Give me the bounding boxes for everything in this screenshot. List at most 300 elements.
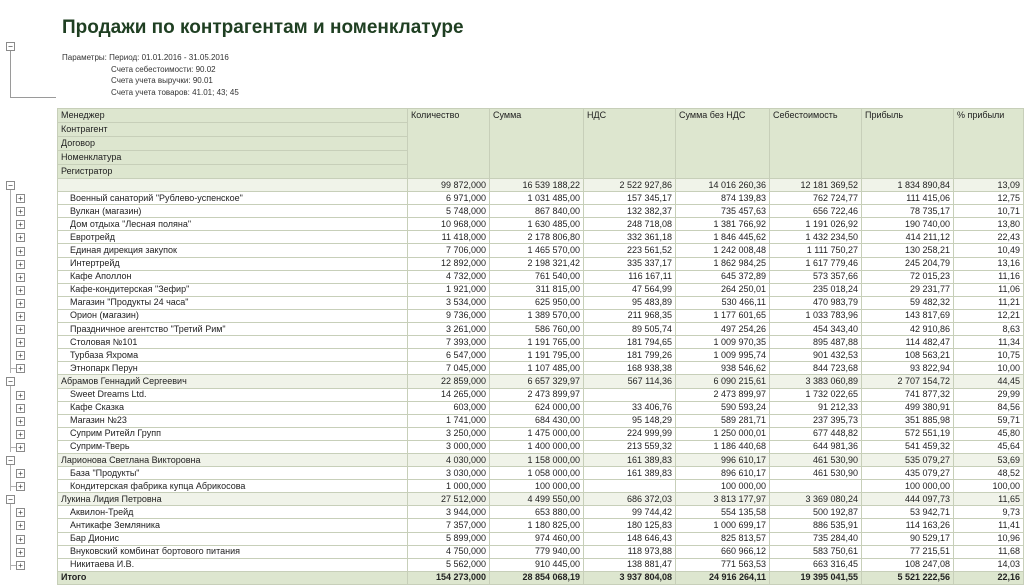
value-cell: 44,45 — [954, 375, 1024, 388]
param-period: Параметры: Период: 01.01.2016 - 31.05.2016 — [62, 53, 229, 62]
value-cell: 223 561,52 — [584, 244, 676, 257]
row-label: Кондитерская фабрика купца Абрикосова — [58, 480, 408, 493]
column-header[interactable]: НДС — [584, 109, 676, 179]
value-cell: 625 950,00 — [490, 296, 584, 309]
table-row[interactable] — [58, 257, 1024, 270]
value-cell: 2 522 927,86 — [584, 179, 676, 192]
value-cell: 89 505,74 — [584, 323, 676, 336]
column-header[interactable]: % прибыли — [954, 109, 1024, 179]
value-cell: 11,41 — [954, 519, 1024, 532]
collapse-group-button[interactable]: − — [6, 456, 15, 465]
value-cell: 5 562,000 — [408, 558, 490, 571]
table-row[interactable] — [58, 283, 1024, 296]
expand-row-button[interactable]: + — [16, 247, 25, 256]
value-cell: 114 163,26 — [862, 519, 954, 532]
value-cell: 1 617 779,46 — [770, 257, 862, 270]
tree-branch-line — [10, 465, 11, 491]
expand-row-button[interactable]: + — [16, 286, 25, 295]
value-cell: 910 445,00 — [490, 558, 584, 571]
value-cell: 180 125,83 — [584, 519, 676, 532]
table-row[interactable] — [58, 205, 1024, 218]
value-cell: 111 415,06 — [862, 192, 954, 205]
value-cell: 645 372,89 — [676, 270, 770, 283]
row-label: Внуковский комбинат бортового питания — [58, 545, 408, 558]
value-cell: 3 369 080,24 — [770, 493, 862, 506]
value-cell: 22,43 — [954, 231, 1024, 244]
value-cell: 10 968,000 — [408, 218, 490, 231]
value-cell: 245 204,79 — [862, 257, 954, 270]
table-row[interactable] — [58, 362, 1024, 375]
group-header-cell: Номенклатура — [58, 151, 408, 165]
row-label: Дом отдыха "Лесная поляна" — [58, 218, 408, 231]
row-label: Евротрейд — [58, 231, 408, 244]
value-cell: 28 854 068,19 — [490, 571, 584, 584]
value-cell: 224 999,99 — [584, 427, 676, 440]
table-row[interactable] — [58, 467, 1024, 480]
value-cell: 13,09 — [954, 179, 1024, 192]
value-cell: 311 815,00 — [490, 283, 584, 296]
value-cell: 19 395 041,55 — [770, 571, 862, 584]
value-cell: 132 382,37 — [584, 205, 676, 218]
value-cell: 1 191 026,92 — [770, 218, 862, 231]
value-cell: 11,65 — [954, 493, 1024, 506]
value-cell: 48,52 — [954, 467, 1024, 480]
value-cell: 1 191 765,00 — [490, 336, 584, 349]
value-cell: 825 813,57 — [676, 532, 770, 545]
group-header-cell: Договор — [58, 137, 408, 151]
expand-row-button[interactable]: + — [16, 417, 25, 426]
row-label — [58, 179, 408, 192]
row-label: Бар Дионис — [58, 532, 408, 545]
table-row[interactable] — [58, 506, 1024, 519]
table-row[interactable] — [58, 388, 1024, 401]
value-cell: 1 000,000 — [408, 480, 490, 493]
row-label: Кафе Сказка — [58, 401, 408, 414]
value-cell: 541 459,32 — [862, 440, 954, 453]
value-cell: 656 722,46 — [770, 205, 862, 218]
value-cell: 7 357,000 — [408, 519, 490, 532]
value-cell: 660 966,12 — [676, 545, 770, 558]
value-cell: 1 862 984,25 — [676, 257, 770, 270]
value-cell: 3 383 060,89 — [770, 375, 862, 388]
expand-row-button[interactable]: + — [16, 521, 25, 530]
value-cell: 9 736,000 — [408, 309, 490, 322]
value-cell: 95 148,29 — [584, 414, 676, 427]
value-cell: 2 473 899,97 — [676, 388, 770, 401]
table-row[interactable] — [58, 270, 1024, 283]
value-cell: 14 016 260,36 — [676, 179, 770, 192]
value-cell: 974 460,00 — [490, 532, 584, 545]
value-cell: 11,34 — [954, 336, 1024, 349]
value-cell: 3 937 804,08 — [584, 571, 676, 584]
value-cell: 844 723,68 — [770, 362, 862, 375]
value-cell: 4 499 550,00 — [490, 493, 584, 506]
value-cell: 138 881,47 — [584, 558, 676, 571]
group-header-cell: Контрагент — [58, 123, 408, 137]
value-cell: 235 018,24 — [770, 283, 862, 296]
expand-row-button[interactable]: + — [16, 535, 25, 544]
manager-group-row[interactable] — [58, 375, 1024, 388]
expand-row-button[interactable]: + — [16, 469, 25, 478]
expand-row-button[interactable]: + — [16, 482, 25, 491]
row-label: Суприм-Тверь — [58, 440, 408, 453]
value-cell: 100 000,00 — [862, 480, 954, 493]
value-cell: 24 916 264,11 — [676, 571, 770, 584]
expand-row-button[interactable]: + — [16, 404, 25, 413]
manager-group-row[interactable] — [58, 493, 1024, 506]
value-cell: 435 079,27 — [862, 467, 954, 480]
table-row[interactable] — [58, 192, 1024, 205]
value-cell: 161 389,83 — [584, 453, 676, 466]
value-cell: 567 114,36 — [584, 375, 676, 388]
value-cell: 2 707 154,72 — [862, 375, 954, 388]
value-cell: 535 079,27 — [862, 453, 954, 466]
row-label: Магазин "Продукты 24 часа" — [58, 296, 408, 309]
value-cell: 497 254,26 — [676, 323, 770, 336]
row-label: Антикафе Земляника — [58, 519, 408, 532]
column-header[interactable]: Сумма без НДС — [676, 109, 770, 179]
value-cell: 16 539 188,22 — [490, 179, 584, 192]
grand-total-row[interactable] — [58, 571, 1024, 584]
value-cell: 22,16 — [954, 571, 1024, 584]
collapse-params-button[interactable]: − — [6, 42, 15, 51]
value-cell: 1 432 234,50 — [770, 231, 862, 244]
value-cell: 154 273,000 — [408, 571, 490, 584]
value-cell: 1 834 890,84 — [862, 179, 954, 192]
value-cell: 11,06 — [954, 283, 1024, 296]
table-row[interactable] — [58, 440, 1024, 453]
expand-row-button[interactable]: + — [16, 207, 25, 216]
value-cell: 59,71 — [954, 414, 1024, 427]
value-cell: 3 000,000 — [408, 440, 490, 453]
header-row — [58, 109, 1024, 123]
value-cell: 735 457,63 — [676, 205, 770, 218]
tree-branch-end — [10, 368, 16, 369]
table-row[interactable] — [58, 309, 1024, 322]
value-cell: 12 892,000 — [408, 257, 490, 270]
table-row[interactable] — [58, 296, 1024, 309]
value-cell: 1 177 601,65 — [676, 309, 770, 322]
expand-row-button[interactable]: + — [16, 273, 25, 282]
group-header-cell: Менеджер — [58, 109, 408, 123]
row-label: Итого — [58, 571, 408, 584]
value-cell: 14,03 — [954, 558, 1024, 571]
value-cell: 3 944,000 — [408, 506, 490, 519]
value-cell: 100 000,00 — [676, 480, 770, 493]
value-cell: 2 178 806,80 — [490, 231, 584, 244]
value-cell: 1 732 022,65 — [770, 388, 862, 401]
value-cell: 8,63 — [954, 323, 1024, 336]
param-revenue-accounts: Счета учета выручки: 90.01 — [111, 76, 213, 85]
expand-row-button[interactable]: + — [16, 364, 25, 373]
expand-row-button[interactable]: + — [16, 391, 25, 400]
value-cell: 461 530,90 — [770, 467, 862, 480]
value-cell: 45,80 — [954, 427, 1024, 440]
row-label: Военный санаторий "Рублево-успенское" — [58, 192, 408, 205]
value-cell: 12,21 — [954, 309, 1024, 322]
value-cell: 237 395,73 — [770, 414, 862, 427]
value-cell: 1 180 825,00 — [490, 519, 584, 532]
table-row[interactable] — [58, 336, 1024, 349]
value-cell: 1 009 970,35 — [676, 336, 770, 349]
value-cell: 572 551,19 — [862, 427, 954, 440]
total-row[interactable] — [58, 179, 1024, 192]
row-label: Кафе-кондитерская "Зефир" — [58, 283, 408, 296]
row-label: Орион (магазин) — [58, 309, 408, 322]
expand-row-button[interactable]: + — [16, 508, 25, 517]
value-cell: 470 983,79 — [770, 296, 862, 309]
value-cell: 938 546,62 — [676, 362, 770, 375]
value-cell: 100,00 — [954, 480, 1024, 493]
tree-branch-line — [10, 386, 11, 452]
row-label: Вулкан (магазин) — [58, 205, 408, 218]
value-cell: 624 000,00 — [490, 401, 584, 414]
value-cell: 10,75 — [954, 349, 1024, 362]
table-row[interactable] — [58, 532, 1024, 545]
value-cell: 53 942,71 — [862, 506, 954, 519]
value-cell: 586 760,00 — [490, 323, 584, 336]
value-cell: 10,49 — [954, 244, 1024, 257]
row-label: Столовая №101 — [58, 336, 408, 349]
expand-row-button[interactable]: + — [16, 561, 25, 570]
expand-row-button[interactable]: + — [16, 430, 25, 439]
value-cell: 3 250,000 — [408, 427, 490, 440]
value-cell: 108 563,21 — [862, 349, 954, 362]
table-row[interactable] — [58, 244, 1024, 257]
value-cell: 1 465 570,00 — [490, 244, 584, 257]
row-label: Праздничное агентство "Третий Рим" — [58, 323, 408, 336]
value-cell: 181 799,26 — [584, 349, 676, 362]
value-cell: 29 231,77 — [862, 283, 954, 296]
value-cell: 213 559,32 — [584, 440, 676, 453]
value-cell: 762 724,77 — [770, 192, 862, 205]
table-row[interactable] — [58, 401, 1024, 414]
value-cell: 78 735,17 — [862, 205, 954, 218]
value-cell: 7 706,000 — [408, 244, 490, 257]
value-cell: 10,96 — [954, 532, 1024, 545]
report-parameters — [62, 52, 239, 98]
value-cell: 874 139,83 — [676, 192, 770, 205]
value-cell: 118 973,88 — [584, 545, 676, 558]
table-row[interactable] — [58, 545, 1024, 558]
value-cell: 1 242 008,48 — [676, 244, 770, 257]
value-cell: 741 877,32 — [862, 388, 954, 401]
value-cell: 4 030,000 — [408, 453, 490, 466]
expand-row-button[interactable]: + — [16, 548, 25, 557]
tree-branch-line — [10, 504, 11, 570]
value-cell: 1 475 000,00 — [490, 427, 584, 440]
value-cell: 461 530,90 — [770, 453, 862, 466]
value-cell: 867 840,00 — [490, 205, 584, 218]
report-table — [57, 108, 1024, 585]
row-label: Кафе Аполлон — [58, 270, 408, 283]
value-cell: 2 473 899,97 — [490, 388, 584, 401]
table-row[interactable] — [58, 323, 1024, 336]
value-cell: 5 748,000 — [408, 205, 490, 218]
value-cell: 1 921,000 — [408, 283, 490, 296]
value-cell: 589 281,71 — [676, 414, 770, 427]
value-cell: 335 337,17 — [584, 257, 676, 270]
value-cell: 6 090 215,61 — [676, 375, 770, 388]
manager-group-row[interactable] — [58, 453, 1024, 466]
collapse-group-button[interactable]: − — [6, 377, 15, 386]
value-cell: 686 372,03 — [584, 493, 676, 506]
value-cell: 779 940,00 — [490, 545, 584, 558]
row-label: Аквилон-Трейд — [58, 506, 408, 519]
value-cell: 684 430,00 — [490, 414, 584, 427]
value-cell: 90 529,17 — [862, 532, 954, 545]
value-cell: 5 899,000 — [408, 532, 490, 545]
expand-row-button[interactable]: + — [16, 312, 25, 321]
table-row[interactable] — [58, 414, 1024, 427]
row-label: Суприм Ритейл Групп — [58, 427, 408, 440]
row-label: Sweet Dreams Ltd. — [58, 388, 408, 401]
value-cell: 886 535,91 — [770, 519, 862, 532]
value-cell: 1 630 485,00 — [490, 218, 584, 231]
value-cell: 1 250 000,01 — [676, 427, 770, 440]
table-row[interactable] — [58, 427, 1024, 440]
value-cell: 108 247,08 — [862, 558, 954, 571]
value-cell: 1 381 766,92 — [676, 218, 770, 231]
tree-branch-end — [10, 565, 16, 566]
value-cell: 161 389,83 — [584, 467, 676, 480]
expand-row-button[interactable]: + — [16, 338, 25, 347]
value-cell: 148 646,43 — [584, 532, 676, 545]
value-cell: 4 732,000 — [408, 270, 490, 283]
row-label: База "Продукты" — [58, 467, 408, 480]
value-cell — [584, 480, 676, 493]
table-row[interactable] — [58, 231, 1024, 244]
tree-branch-end — [10, 486, 16, 487]
value-cell: 157 345,17 — [584, 192, 676, 205]
expand-row-button[interactable]: + — [16, 194, 25, 203]
row-label: Ларионова Светлана Викторовна — [58, 453, 408, 466]
row-label: Абрамов Геннадий Сергеевич — [58, 375, 408, 388]
expand-row-button[interactable]: + — [16, 325, 25, 334]
value-cell: 6 657 329,97 — [490, 375, 584, 388]
value-cell: 653 880,00 — [490, 506, 584, 519]
value-cell: 14 265,000 — [408, 388, 490, 401]
value-cell: 95 483,89 — [584, 296, 676, 309]
value-cell: 896 610,17 — [676, 467, 770, 480]
value-cell: 6 547,000 — [408, 349, 490, 362]
value-cell: 1 846 445,62 — [676, 231, 770, 244]
value-cell: 677 448,82 — [770, 427, 862, 440]
expand-row-button[interactable]: + — [16, 260, 25, 269]
value-cell: 12 181 369,52 — [770, 179, 862, 192]
value-cell: 1 191 795,00 — [490, 349, 584, 362]
column-header[interactable]: Себестоимость — [770, 109, 862, 179]
value-cell: 84,56 — [954, 401, 1024, 414]
param-goods-accounts: Счета учета товаров: 41.01; 43; 45 — [111, 87, 239, 97]
row-label: Турбаза Яхрома — [58, 349, 408, 362]
expand-row-button[interactable]: + — [16, 351, 25, 360]
table-row[interactable] — [58, 218, 1024, 231]
table-row[interactable] — [58, 480, 1024, 493]
value-cell: 11 418,000 — [408, 231, 490, 244]
value-cell: 93 822,94 — [862, 362, 954, 375]
value-cell: 33 406,76 — [584, 401, 676, 414]
row-label: Единая дирекция закупок — [58, 244, 408, 257]
column-header[interactable]: Прибыль — [862, 109, 954, 179]
value-cell: 996 610,17 — [676, 453, 770, 466]
row-label: Никитаева И.В. — [58, 558, 408, 571]
report-title: Продажи по контрагентам и номенклатуре — [62, 17, 464, 38]
expand-row-button[interactable]: + — [16, 233, 25, 242]
value-cell: 10,71 — [954, 205, 1024, 218]
value-cell: 181 794,65 — [584, 336, 676, 349]
value-cell: 7 045,000 — [408, 362, 490, 375]
collapse-group-button[interactable]: − — [6, 495, 15, 504]
value-cell: 27 512,000 — [408, 493, 490, 506]
value-cell: 99 872,000 — [408, 179, 490, 192]
expand-row-button[interactable]: + — [16, 443, 25, 452]
value-cell: 351 885,98 — [862, 414, 954, 427]
value-cell: 168 938,38 — [584, 362, 676, 375]
value-cell: 500 192,87 — [770, 506, 862, 519]
value-cell: 603,000 — [408, 401, 490, 414]
value-cell: 248 718,08 — [584, 218, 676, 231]
value-cell: 264 250,01 — [676, 283, 770, 296]
expand-row-button[interactable]: + — [16, 220, 25, 229]
table-row[interactable] — [58, 558, 1024, 571]
value-cell: 644 981,36 — [770, 440, 862, 453]
value-cell: 114 482,47 — [862, 336, 954, 349]
value-cell: 3 534,000 — [408, 296, 490, 309]
collapse-group-button[interactable]: − — [6, 181, 15, 190]
value-cell: 47 564,99 — [584, 283, 676, 296]
value-cell: 895 487,88 — [770, 336, 862, 349]
value-cell: 13,16 — [954, 257, 1024, 270]
value-cell: 99 744,42 — [584, 506, 676, 519]
table-row[interactable] — [58, 519, 1024, 532]
row-label: Магазин №23 — [58, 414, 408, 427]
value-cell: 771 563,53 — [676, 558, 770, 571]
value-cell: 10,00 — [954, 362, 1024, 375]
value-cell: 22 859,000 — [408, 375, 490, 388]
expand-row-button[interactable]: + — [16, 299, 25, 308]
value-cell: 1 009 995,74 — [676, 349, 770, 362]
value-cell: 190 740,00 — [862, 218, 954, 231]
column-header[interactable]: Количество — [408, 109, 490, 179]
value-cell: 530 466,11 — [676, 296, 770, 309]
value-cell: 1 033 783,96 — [770, 309, 862, 322]
value-cell: 45,64 — [954, 440, 1024, 453]
params-group-line — [10, 48, 11, 98]
value-cell: 1 107 485,00 — [490, 362, 584, 375]
value-cell: 211 968,35 — [584, 309, 676, 322]
value-cell: 1 111 750,27 — [770, 244, 862, 257]
value-cell: 901 432,53 — [770, 349, 862, 362]
value-cell: 1 158 000,00 — [490, 453, 584, 466]
value-cell: 6 971,000 — [408, 192, 490, 205]
value-cell: 454 343,40 — [770, 323, 862, 336]
value-cell: 5 521 222,56 — [862, 571, 954, 584]
value-cell: 53,69 — [954, 453, 1024, 466]
value-cell: 91 212,33 — [770, 401, 862, 414]
value-cell: 573 357,66 — [770, 270, 862, 283]
param-cost-accounts: Счета себестоимости: 90.02 — [111, 64, 216, 74]
value-cell: 1 186 440,68 — [676, 440, 770, 453]
row-label: Интертрейд — [58, 257, 408, 270]
table-row[interactable] — [58, 349, 1024, 362]
value-cell: 13,80 — [954, 218, 1024, 231]
value-cell: 1 389 570,00 — [490, 309, 584, 322]
column-header[interactable]: Сумма — [490, 109, 584, 179]
value-cell: 3 030,000 — [408, 467, 490, 480]
value-cell: 583 750,61 — [770, 545, 862, 558]
value-cell: 77 215,51 — [862, 545, 954, 558]
